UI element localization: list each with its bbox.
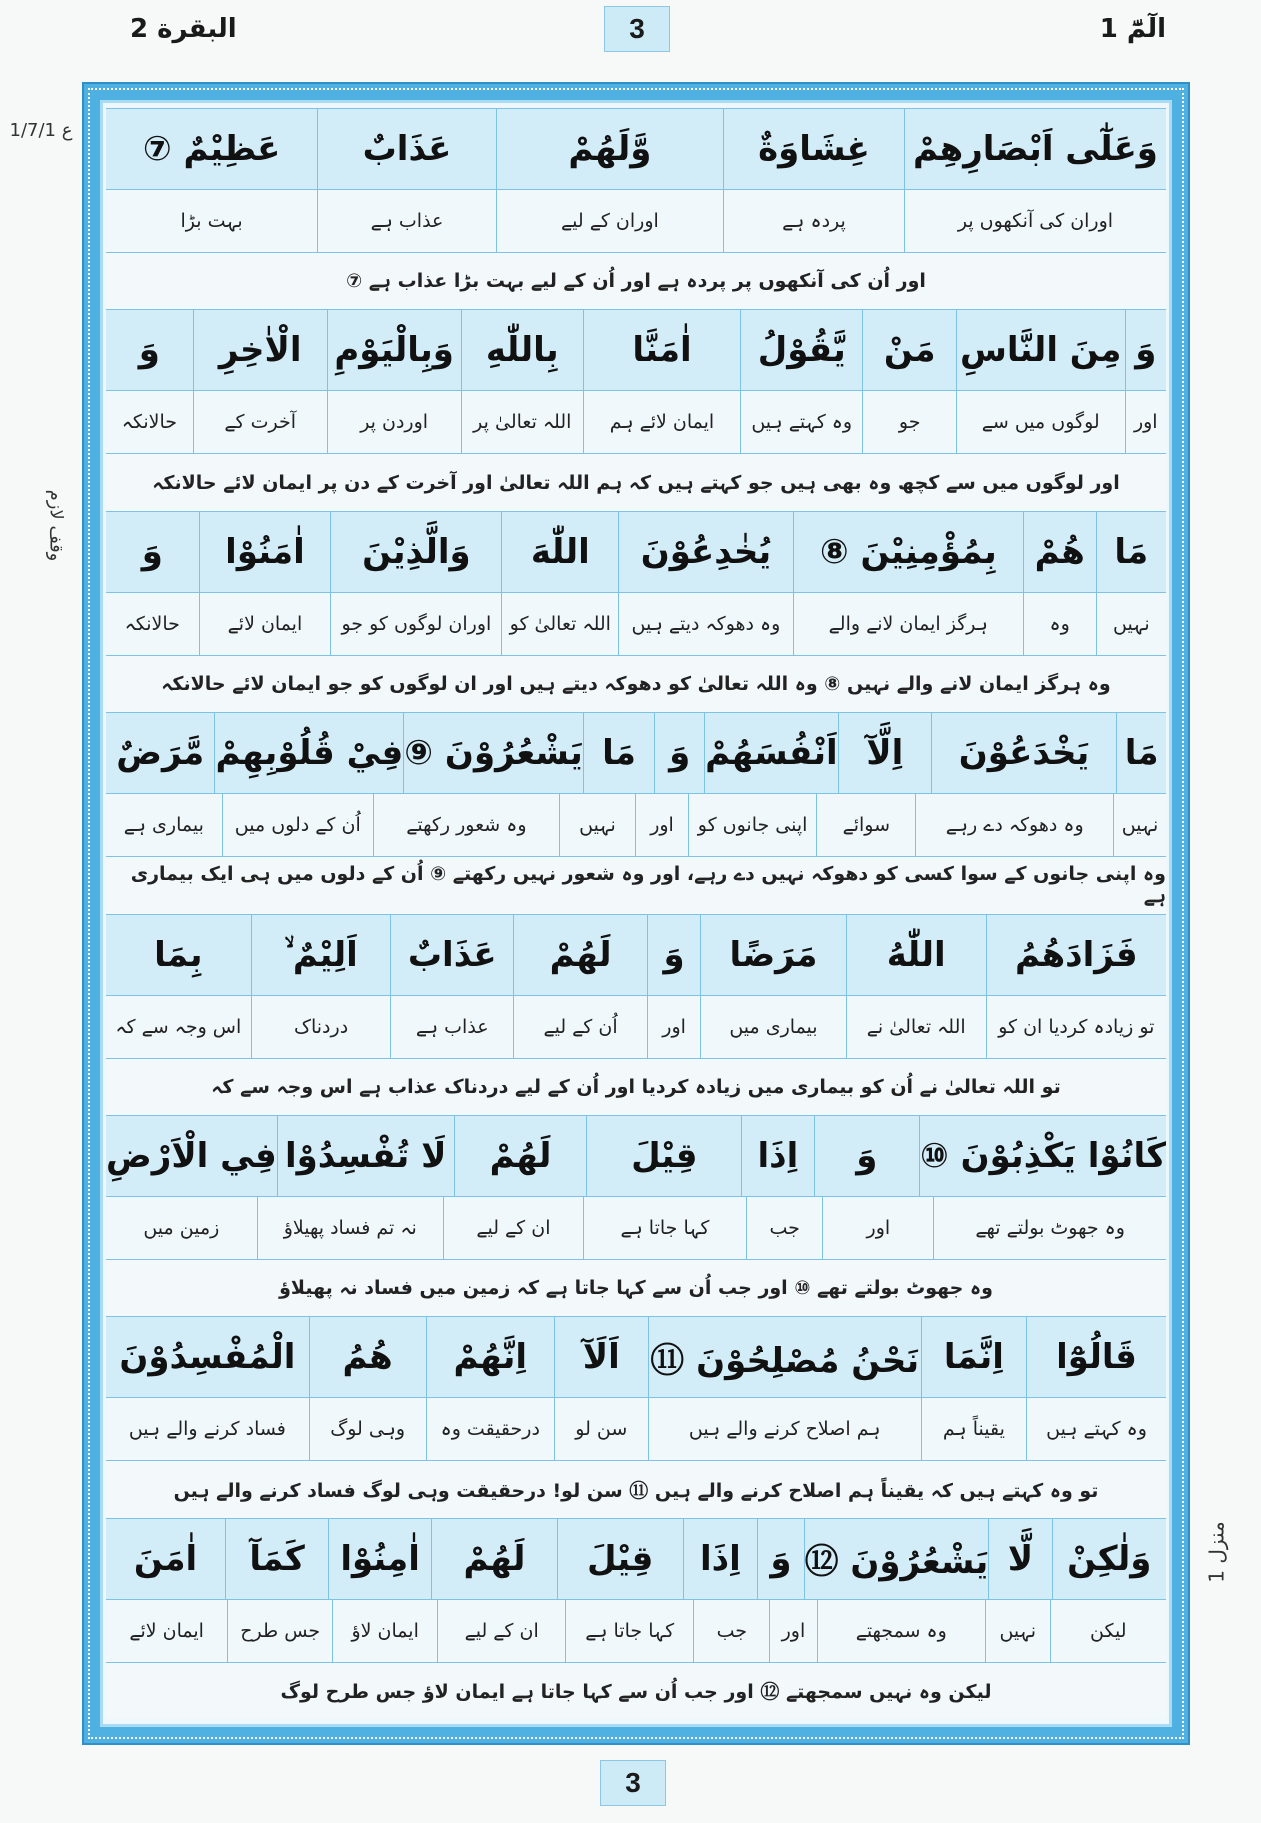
urdu-meaning: اُن کے لیے <box>513 996 647 1058</box>
arabic-word: هُمْ <box>1023 512 1096 592</box>
verse-translation: اور اُن کی آنکھوں پر پردہ ہے اور اُن کے لیے بہت بڑا عذاب ہے ⑦ <box>106 253 1166 309</box>
arabic-word: وَ <box>654 713 704 793</box>
arabic-word: مَا <box>583 713 654 793</box>
urdu-meaning-row <box>106 391 1166 454</box>
urdu-meaning: وہی لوگ <box>309 1398 426 1460</box>
urdu-meaning: فساد کرنے والے ہیں <box>128 1418 286 1441</box>
arabic-word: اَنْفُسَهُمْ <box>704 713 838 793</box>
arabic-word: وَ <box>141 531 163 572</box>
arabic-word: قِيْلَ <box>586 1116 741 1196</box>
urdu-meaning: درحقیقت وہ <box>426 1398 554 1460</box>
urdu-meaning: اور <box>647 996 700 1058</box>
verse-translation: اور لوگوں میں سے کچھ وہ بھی ہیں جو کہتے ہیں کہ ہم اللہ تعالیٰ اور آخرت کے دن پر ایمان لائے حالانکہ <box>106 454 1166 510</box>
verse-translation: وہ ہرگز ایمان لانے والے نہیں ⑧ وہ اللہ تعالیٰ کو دھوکہ دیتے ہیں اور ان لوگوں کو جو ایمان لائے حالانکہ <box>106 656 1166 712</box>
arabic-word-row <box>106 108 1166 190</box>
urdu-meaning: عذاب ہے <box>317 190 496 252</box>
arabic-word: فِيْ قُلُوْبِهِمْ <box>214 713 403 793</box>
arabic-word: مَا <box>1096 512 1166 592</box>
arabic-word: يَشْعُرُوْنَ ⑨ <box>403 713 582 793</box>
urdu-meaning: لوگوں میں سے <box>956 391 1125 453</box>
arabic-word: قَالُوْٓا <box>1026 1317 1166 1397</box>
arabic-word: وَ <box>647 915 700 995</box>
urdu-meaning: اوران کی آنکھوں پر <box>904 190 1166 252</box>
arabic-word: بِمَا <box>154 934 203 975</box>
urdu-meaning: ان کے لیے <box>437 1600 565 1662</box>
arabic-word: اَلَآ <box>554 1317 648 1397</box>
verse-translation: وہ جھوٹ بولتے تھے ⑩ اور جب اُن سے کہا جاتا ہے کہ زمین میں فساد نہ پھیلاؤ <box>106 1260 1166 1316</box>
urdu-meaning: ان کے لیے <box>443 1197 583 1259</box>
urdu-meaning: اللہ تعالیٰ پر <box>461 391 583 453</box>
arabic-word: لَهُمْ <box>454 1116 587 1196</box>
urdu-meaning: ایمان لاؤ <box>332 1600 437 1662</box>
verse-block <box>106 1316 1166 1517</box>
urdu-meaning: اُن کے دلوں میں <box>222 794 373 856</box>
urdu-meaning: اور <box>822 1197 933 1259</box>
arabic-word: عَذَابٌ <box>317 109 496 189</box>
arabic-word: وَّلَهُمْ <box>496 109 723 189</box>
verse-block <box>106 108 1166 309</box>
urdu-meaning: یقیناً ہم <box>921 1398 1026 1460</box>
arabic-word: قِيْلَ <box>557 1519 683 1599</box>
urdu-meaning: نہیں <box>985 1600 1050 1662</box>
urdu-meaning: نہیں <box>1113 794 1166 856</box>
arabic-word: وَالَّذِيْنَ <box>330 512 501 592</box>
urdu-meaning: کہا جاتا ہے <box>583 1197 746 1259</box>
arabic-word: مَرَضًا <box>700 915 846 995</box>
arabic-word: لَهُمْ <box>431 1519 557 1599</box>
urdu-meaning: نہ تم فساد پھیلاؤ <box>257 1197 443 1259</box>
urdu-meaning: اوران کے لیے <box>496 190 723 252</box>
arabic-word: نَحْنُ مُصْلِحُوْنَ ⑪ <box>648 1317 921 1397</box>
urdu-meaning: اس وجہ سے کہ <box>115 1015 242 1038</box>
urdu-meaning: لیکن <box>1050 1600 1167 1662</box>
urdu-meaning: بیماری میں <box>700 996 846 1058</box>
arabic-word: اِلَّآ <box>838 713 931 793</box>
arabic-word: يَّقُوْلُ <box>740 310 862 390</box>
urdu-meaning-row <box>106 1600 1166 1663</box>
urdu-meaning: ہرگز ایمان لانے والے <box>793 593 1023 655</box>
arabic-word: بِمُؤْمِنِيْنَ ⑧ <box>793 512 1023 592</box>
urdu-meaning: تو زیادہ کردیا ان کو <box>986 996 1166 1058</box>
urdu-meaning: وہ دھوکہ دے رہے <box>915 794 1113 856</box>
verse-block <box>106 914 1166 1115</box>
urdu-meaning: ایمان لائے <box>199 593 331 655</box>
arabic-word: اِنَّهُمْ <box>426 1317 554 1397</box>
urdu-meaning: اللہ تعالیٰ نے <box>846 996 986 1058</box>
arabic-word-row <box>106 309 1166 391</box>
arabic-word: وَلٰكِنْ <box>1052 1519 1166 1599</box>
arabic-word: يَخْدَعُوْنَ <box>931 713 1116 793</box>
urdu-meaning: عذاب ہے <box>390 996 513 1058</box>
urdu-meaning: حالانکہ <box>124 612 180 635</box>
arabic-word-row <box>106 712 1166 794</box>
urdu-meaning-row <box>106 1197 1166 1260</box>
verse-block <box>106 1115 1166 1316</box>
arabic-word: اٰمَنُوْا <box>199 512 331 592</box>
urdu-meaning: نہیں <box>1096 593 1166 655</box>
verse-translation: وہ اپنی جانوں کے سوا کسی کو دھوکہ نہیں دے رہے، اور وہ شعور نہیں رکھتے ⑨ اُن کے دلوں میں ہی ایک بیماری ہے <box>106 857 1166 913</box>
urdu-meaning: جو <box>862 391 955 453</box>
verse-translation: لیکن وہ نہیں سمجھتے ⑫ اور جب اُن سے کہا جاتا ہے ایمان لاؤ جس طرح لوگ <box>106 1663 1166 1719</box>
urdu-meaning: وہ شعور رکھتے <box>373 794 559 856</box>
arabic-word: لَا تُفْسِدُوْا <box>277 1116 454 1196</box>
urdu-meaning: جب <box>746 1197 822 1259</box>
urdu-meaning: وہ دھوکہ دیتے ہیں <box>618 593 793 655</box>
manzil-marker: منزل 1 <box>1204 1521 1229 1583</box>
urdu-meaning: ہم اصلاح کرنے والے ہیں <box>648 1398 921 1460</box>
arabic-word: هُمُ <box>309 1317 426 1397</box>
para-title: الٓمّٓ 1 <box>1099 14 1166 44</box>
page-number-bottom: 3 <box>600 1760 666 1806</box>
urdu-meaning-row <box>106 190 1166 253</box>
arabic-word: فِي الْاَرْضِ <box>106 1135 277 1176</box>
urdu-meaning-row <box>106 794 1166 857</box>
arabic-word: اِذَا <box>683 1519 758 1599</box>
ruku-marker: ع 1/7/1 <box>9 120 73 141</box>
verse-translation: تو اللہ تعالیٰ نے اُن کو بیماری میں زیادہ کردیا اور اُن کے لیے دردناک عذاب ہے اس وجہ سے کہ <box>106 1059 1166 1115</box>
arabic-word-row <box>106 1518 1166 1600</box>
urdu-meaning: آخرت کے <box>193 391 327 453</box>
arabic-word: اٰمَنَّا <box>583 310 740 390</box>
arabic-word: وَ <box>138 330 160 371</box>
urdu-meaning-row <box>106 996 1166 1059</box>
arabic-word: اٰمِنُوْا <box>328 1519 431 1599</box>
arabic-word: اللّٰهُ <box>846 915 986 995</box>
arabic-word: وَ <box>757 1519 803 1599</box>
urdu-meaning: اور <box>635 794 688 856</box>
arabic-word: مَّرَضٌ <box>116 733 205 774</box>
urdu-meaning: اور <box>1125 391 1166 453</box>
arabic-word: غِشَاوَةٌ <box>723 109 904 189</box>
arabic-word-row <box>106 914 1166 996</box>
arabic-word: عَظِيْمٌ ⑦ <box>142 129 281 169</box>
urdu-meaning: بیماری ہے <box>123 814 204 837</box>
urdu-meaning: وہ <box>1023 593 1096 655</box>
verse-block <box>106 1518 1166 1719</box>
urdu-meaning: سن لو <box>554 1398 648 1460</box>
waqf-marker: وقف لازم <box>45 489 67 562</box>
urdu-meaning: بہت بڑا <box>180 210 243 232</box>
arabic-word: وَبِالْيَوْمِ <box>327 310 461 390</box>
urdu-meaning-row <box>106 593 1166 656</box>
arabic-word: مَا <box>1116 713 1166 793</box>
urdu-meaning: حالانکہ <box>121 411 177 434</box>
urdu-meaning: ایمان لائے <box>129 1619 204 1642</box>
arabic-word: مَنْ <box>862 310 955 390</box>
urdu-meaning: جب <box>693 1600 769 1662</box>
urdu-meaning: وہ سمجھتے <box>817 1600 985 1662</box>
arabic-word: لَهُمْ <box>513 915 647 995</box>
translation-table <box>106 108 1166 1719</box>
urdu-meaning: نہیں <box>559 794 635 856</box>
page-frame <box>84 84 1188 1743</box>
verse-block <box>106 712 1166 913</box>
urdu-meaning: جس طرح <box>227 1600 332 1662</box>
urdu-meaning: اوران لوگوں کو جو <box>330 593 501 655</box>
arabic-word: يَشْعُرُوْنَ ⑫ <box>804 1519 989 1599</box>
arabic-word: يُخٰدِعُوْنَ <box>618 512 793 592</box>
urdu-meaning: اوردن پر <box>327 391 461 453</box>
urdu-meaning: زمین میں <box>143 1216 220 1239</box>
urdu-meaning: اللہ تعالیٰ کو <box>501 593 618 655</box>
urdu-meaning: کہا جاتا ہے <box>565 1600 693 1662</box>
arabic-word: لَّا <box>988 1519 1051 1599</box>
urdu-meaning: وہ جھوٹ بولتے تھے <box>933 1197 1166 1259</box>
arabic-word: وَ <box>1125 310 1166 390</box>
verse-block <box>106 511 1166 712</box>
arabic-word: كَمَآ <box>225 1519 328 1599</box>
arabic-word: اِنَّمَا <box>921 1317 1026 1397</box>
urdu-meaning-row <box>106 1398 1166 1461</box>
arabic-word: بِاللّٰهِ <box>461 310 583 390</box>
urdu-meaning: اور <box>769 1600 816 1662</box>
arabic-word: اٰمَنَ <box>133 1538 198 1579</box>
urdu-meaning: سوائے <box>816 794 915 856</box>
arabic-word: اللّٰهَ <box>501 512 618 592</box>
urdu-meaning: ایمان لائے ہم <box>583 391 740 453</box>
verse-block <box>106 309 1166 510</box>
urdu-meaning: وہ کہتے ہیں <box>1026 1398 1166 1460</box>
urdu-meaning: پردہ ہے <box>723 190 904 252</box>
surah-title: البقرة 2 <box>130 14 237 44</box>
arabic-word: اَلِيْمٌ ۙ <box>251 915 391 995</box>
arabic-word: الْمُفْسِدُوْنَ <box>119 1337 296 1378</box>
verse-translation: تو وہ کہتے ہیں کہ یقیناً ہم اصلاح کرنے والے ہیں ⑪ سن لو! درحقیقت وہی لوگ فساد کرنے والے ہیں <box>106 1461 1166 1517</box>
arabic-word: وَعَلٰٓى اَبْصَارِهِمْ <box>904 109 1166 189</box>
arabic-word: الْاٰخِرِ <box>193 310 327 390</box>
arabic-word: عَذَابٌ <box>390 915 513 995</box>
urdu-meaning: وہ کہتے ہیں <box>740 391 862 453</box>
arabic-word: كَانُوْا يَكْذِبُوْنَ ⑩ <box>919 1116 1166 1196</box>
page-number-top: 3 <box>604 6 670 52</box>
urdu-meaning: اپنی جانوں کو <box>688 794 816 856</box>
arabic-word: وَ <box>814 1116 919 1196</box>
arabic-word: اِذَا <box>741 1116 813 1196</box>
urdu-meaning: دردناک <box>251 996 391 1058</box>
arabic-word: فَزَادَهُمُ <box>986 915 1166 995</box>
arabic-word-row <box>106 1115 1166 1197</box>
arabic-word-row <box>106 511 1166 593</box>
arabic-word: مِنَ النَّاسِ <box>956 310 1125 390</box>
arabic-word-row <box>106 1316 1166 1398</box>
